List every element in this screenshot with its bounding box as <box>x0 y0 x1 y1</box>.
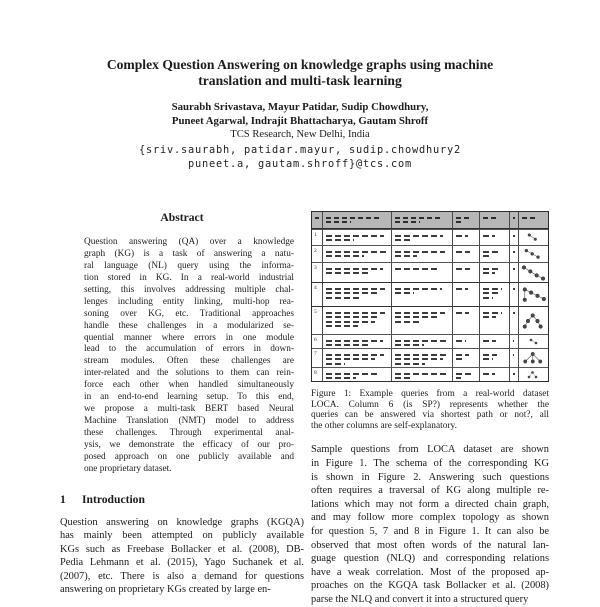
text-line: quential manner where errors in one module <box>84 332 294 343</box>
text-line: Saurabh Srivastava, Mayur Patidar, Sudip Chowdhury, <box>171 101 429 113</box>
illegible-text-line <box>326 373 380 375</box>
row-number: 1 <box>314 232 317 238</box>
text-line: often requires a traversal of KG along multiple re- <box>311 485 549 497</box>
text-line: guage question (NLQ) and corresponding relations <box>311 553 549 565</box>
relations-cell <box>479 283 509 306</box>
illegible-text-line <box>456 377 461 379</box>
illegible-text-line <box>456 354 469 356</box>
question-cell <box>322 230 391 245</box>
text-line: stream modules. Often these challenges are <box>84 356 294 367</box>
header-cell-3 <box>452 212 479 228</box>
paper-title <box>0 57 600 88</box>
text-line: one proprietary dataset. <box>84 463 172 474</box>
query-graph-cell <box>518 349 548 367</box>
question-cell <box>322 246 391 262</box>
illegible-text-line <box>483 297 493 299</box>
relations-cell <box>479 307 509 334</box>
answer-type-cell <box>452 230 479 245</box>
illegible-text-line <box>395 288 442 290</box>
question-cell <box>322 283 391 306</box>
text-line: Figure 1: Example queries from a real-world dataset <box>311 389 549 399</box>
abstract-text <box>60 237 304 476</box>
query-graph-icon <box>520 351 547 366</box>
query-graph-icon <box>520 265 547 281</box>
illegible-text-line <box>326 235 384 237</box>
illegible-text-line <box>483 358 493 360</box>
introduction-paragraph <box>60 516 304 597</box>
illegible-text-line <box>326 255 364 257</box>
right-column-paragraph <box>311 443 549 606</box>
query-graph-icon <box>520 337 547 347</box>
query-graph-cell <box>518 246 548 262</box>
illegible-text-line <box>395 316 439 318</box>
text-line: Pedia Lehmann et al. (2015), Yago Suchanek et al. <box>60 557 304 569</box>
is-sp-cell <box>509 368 518 381</box>
text-line: setting, this involves addressing multiple chal- <box>84 284 294 295</box>
illegible-text-line <box>395 373 446 375</box>
illegible-text-line <box>326 288 385 290</box>
section-heading-introduction <box>60 493 304 506</box>
illegible-text-line <box>483 354 497 356</box>
query-cell <box>391 246 452 262</box>
illegible-text-line <box>326 321 375 323</box>
row-number: 8 <box>314 370 317 376</box>
illegible-text-line <box>326 297 361 299</box>
row-number: 4 <box>314 285 317 291</box>
query-cell <box>391 263 452 282</box>
illegible-text-line <box>326 316 379 318</box>
illegible-text-line <box>456 288 468 290</box>
relations-cell <box>479 230 509 245</box>
illegible-text-line <box>326 251 386 253</box>
answer-type-cell <box>452 246 479 262</box>
text-line: ral language (NL) query using the informa- <box>84 260 294 271</box>
text-line: inter-related and the solutions to them can rein- <box>84 368 294 379</box>
illegible-text-line <box>395 292 414 294</box>
text-line: these challenges. Through experimental anal- <box>84 428 294 438</box>
text-line: lations which may not form a directed chain graph, <box>311 498 549 510</box>
is-sp-cell <box>509 230 518 245</box>
text-line: {sriv.saurabh, patidar.mayur, sudip.chowdhury2 <box>139 144 461 156</box>
illegible-text-line <box>456 268 470 270</box>
text-line: and may follow more complex topology as shown <box>311 512 549 524</box>
illegible-text-line <box>395 251 445 253</box>
illegible-text-line <box>326 340 383 342</box>
illegible-text-line <box>456 235 468 237</box>
table-row <box>312 306 548 334</box>
text-line: ysis, we demonstrate the efficacy of our pro- <box>84 439 294 450</box>
illegible-text-line <box>513 235 515 237</box>
illegible-text-line <box>483 217 498 219</box>
query-graph-cell <box>518 230 548 245</box>
header-cell-0 <box>312 212 322 228</box>
illegible-text-line <box>513 373 515 375</box>
illegible-text-line <box>513 340 514 342</box>
row-number: 3 <box>314 265 317 271</box>
illegible-text-line <box>513 251 515 253</box>
header-cell-4 <box>479 212 509 228</box>
illegible-text-line <box>483 268 501 270</box>
illegible-text-line <box>395 377 412 379</box>
illegible-text-line <box>326 217 380 219</box>
query-graph-cell <box>518 368 548 381</box>
text-line: LOCA. Column 6 (is SP?) represents whether the <box>311 399 549 410</box>
illegible-text-line <box>456 340 466 342</box>
answer-type-cell <box>452 307 479 334</box>
illegible-text-line <box>513 312 515 314</box>
illegible-text-line <box>395 312 445 314</box>
illegible-text-line <box>456 217 471 219</box>
is-sp-cell <box>509 283 518 306</box>
text-line: observed that most often words of the natural lan- <box>311 539 549 551</box>
text-line: answering on proprietary KGs created by large en- <box>60 583 271 595</box>
text-line: lead to the accumulation of errors in down- <box>84 344 294 355</box>
illegible-text-line <box>395 268 440 270</box>
illegible-text-line <box>513 288 515 290</box>
illegible-text-line <box>395 321 420 323</box>
illegible-text-line <box>483 251 500 253</box>
illegible-text-line <box>483 340 496 342</box>
text-line: force each other when handled simultaneously <box>84 380 294 391</box>
row-number: 7 <box>314 351 317 357</box>
question-cell <box>322 368 391 381</box>
is-sp-cell <box>509 335 518 348</box>
illegible-text-line <box>395 344 424 346</box>
text-line: Sample questions from LOCA dataset are shown <box>311 444 549 456</box>
table-row <box>312 348 548 367</box>
answer-type-cell <box>452 263 479 282</box>
query-graph-icon <box>520 286 547 304</box>
table-row <box>312 229 548 245</box>
query-cell <box>391 283 452 306</box>
relations-cell <box>479 246 509 262</box>
abstract-heading: Abstract <box>160 211 204 224</box>
query-cell <box>391 349 452 367</box>
illegible-text-line <box>483 373 495 375</box>
header-cell-5 <box>509 212 518 228</box>
table-row <box>312 262 548 282</box>
illegible-text-line <box>395 255 417 257</box>
text-line: handle these challenges in a modularized se- <box>84 320 294 331</box>
question-cell <box>322 349 391 367</box>
illegible-text-line <box>326 363 345 365</box>
text-line: we propose a multi-task BERT based Neural <box>84 404 294 415</box>
text-line: Machine Translation (NMT) model to address <box>84 416 294 427</box>
header-cell-2 <box>391 212 452 228</box>
illegible-text-line <box>395 235 443 237</box>
text-line: Puneet Agarwal, Indrajit Bhattacharya, Gautam Shroff <box>171 114 429 127</box>
illegible-text-line <box>326 272 371 274</box>
answer-type-cell <box>452 368 479 381</box>
text-line: has mainly been attempted on publicly available <box>60 530 304 542</box>
is-sp-cell <box>509 307 518 334</box>
table-row <box>312 334 548 348</box>
illegible-text-line <box>513 217 515 219</box>
query-graph-cell <box>518 307 548 334</box>
text-line: for question 5, 7 and 8 in Figure 1. It can also be <box>311 525 549 537</box>
illegible-text-line <box>395 340 447 342</box>
query-graph-cell <box>518 263 548 282</box>
email-addresses <box>0 143 600 171</box>
row-number: 2 <box>314 248 317 254</box>
illegible-text-line <box>456 358 463 360</box>
text-line: have a weak correlation. Most of the proposed ap- <box>311 566 549 578</box>
text-line: translation and multi-task learning <box>198 72 402 88</box>
relations-cell <box>479 263 509 282</box>
illegible-text-line <box>326 377 356 379</box>
query-cell <box>391 335 452 348</box>
illegible-text-line <box>326 344 369 346</box>
illegible-text-line <box>395 354 447 356</box>
illegible-text-line <box>483 312 502 314</box>
query-graph-cell <box>518 335 548 348</box>
illegible-text-line <box>483 272 495 274</box>
text-line: Question answering (QA) over a knowledge <box>84 237 294 247</box>
text-line: proaches on the KGQA task Bollacker et al. (2008) <box>311 580 549 592</box>
table-row <box>312 245 548 262</box>
illegible-text-line <box>513 354 514 356</box>
query-cell <box>391 368 452 381</box>
is-sp-cell <box>509 349 518 367</box>
answer-type-cell <box>452 349 479 367</box>
is-sp-cell <box>509 246 518 262</box>
illegible-text-line <box>395 217 442 219</box>
row-number: 5 <box>314 309 317 315</box>
illegible-text-line <box>315 217 319 219</box>
header-cell-6 <box>518 212 548 228</box>
text-line: parse the NLQ and convert it into a structured query <box>311 593 529 605</box>
illegible-text-line <box>513 268 515 270</box>
illegible-text-line <box>456 373 471 375</box>
illegible-text-line <box>326 268 383 270</box>
text-line: KGs such as Freebase Bollacker et al. (2008), DB- <box>60 543 304 555</box>
figure1-caption <box>311 389 549 431</box>
table-header-row <box>312 212 548 229</box>
table-row <box>312 282 548 306</box>
table-row <box>312 367 548 381</box>
text-line: puneet.a, gautam.shroff}@tcs.com <box>188 158 412 170</box>
illegible-text-line <box>483 288 502 290</box>
query-graph-icon <box>520 370 547 380</box>
illegible-text-line <box>326 239 354 241</box>
text-line: tion stored in KG. In a real-world industrial <box>84 272 294 283</box>
is-sp-cell <box>509 263 518 282</box>
text-line: in Figure 1. The schema of the corresponding KG <box>311 457 549 469</box>
illegible-text-line <box>522 217 538 219</box>
answer-type-cell <box>452 283 479 306</box>
illegible-text-line <box>326 221 351 223</box>
illegible-text-line <box>326 358 375 360</box>
affiliation: TCS Research, New Delhi, India <box>230 129 370 140</box>
figure1-example-queries-table <box>311 211 549 382</box>
illegible-text-line <box>395 221 420 223</box>
question-cell <box>322 263 391 282</box>
section-number: 1 <box>60 492 66 506</box>
illegible-text-line <box>395 363 425 365</box>
illegible-text-line <box>456 312 469 314</box>
relations-cell <box>479 349 509 367</box>
relations-cell <box>479 335 509 348</box>
left-column <box>60 211 304 596</box>
question-cell <box>322 335 391 348</box>
text-line: Question answering on knowledge graphs (KGQA) <box>60 516 304 528</box>
text-line: soning over KG, etc. Traditional approaches <box>84 308 294 319</box>
illegible-text-line <box>326 292 380 294</box>
answer-type-cell <box>452 335 479 348</box>
query-cell <box>391 230 452 245</box>
illegible-text-line <box>456 251 470 253</box>
illegible-text-line <box>326 325 358 327</box>
query-graph-icon <box>520 232 547 244</box>
illegible-text-line <box>456 221 463 223</box>
question-cell <box>322 307 391 334</box>
text-line: (2007), etc. There is also a demand for questions <box>60 570 304 582</box>
text-line: Complex Question Answering on knowledge graphs using machine <box>106 57 494 72</box>
header-cell-1 <box>322 212 391 228</box>
illegible-text-line <box>483 235 495 237</box>
text-line: is shown in Figure 2. Answering such questions <box>311 471 549 483</box>
text-line: queries can be answered via shortest path or not?, all <box>311 410 549 421</box>
section-title: Introduction <box>82 492 145 506</box>
illegible-text-line <box>395 358 443 360</box>
author-list <box>0 101 600 128</box>
query-graph-cell <box>518 283 548 306</box>
relations-cell <box>479 368 509 381</box>
illegible-text-line <box>483 255 490 257</box>
query-cell <box>391 307 452 334</box>
text-line: in an end-to-end learning setup. To this end, <box>84 392 294 403</box>
text-line: graph (KG) is a task of answering a natu- <box>84 248 294 259</box>
text-line: the other columns are self-explanatory. <box>311 420 457 431</box>
illegible-text-line <box>326 312 385 314</box>
text-line: lenges including entity linking, multi-hop rea- <box>84 296 294 307</box>
illegible-text-line <box>483 316 496 318</box>
illegible-text-line <box>483 292 498 294</box>
right-column <box>311 211 549 607</box>
illegible-text-line <box>326 354 384 356</box>
text-line: posed approach on one publicly available and <box>84 451 294 462</box>
query-graph-icon <box>520 312 547 330</box>
query-graph-icon <box>520 248 547 261</box>
row-number: 6 <box>314 337 317 343</box>
illegible-text-line <box>395 239 412 241</box>
